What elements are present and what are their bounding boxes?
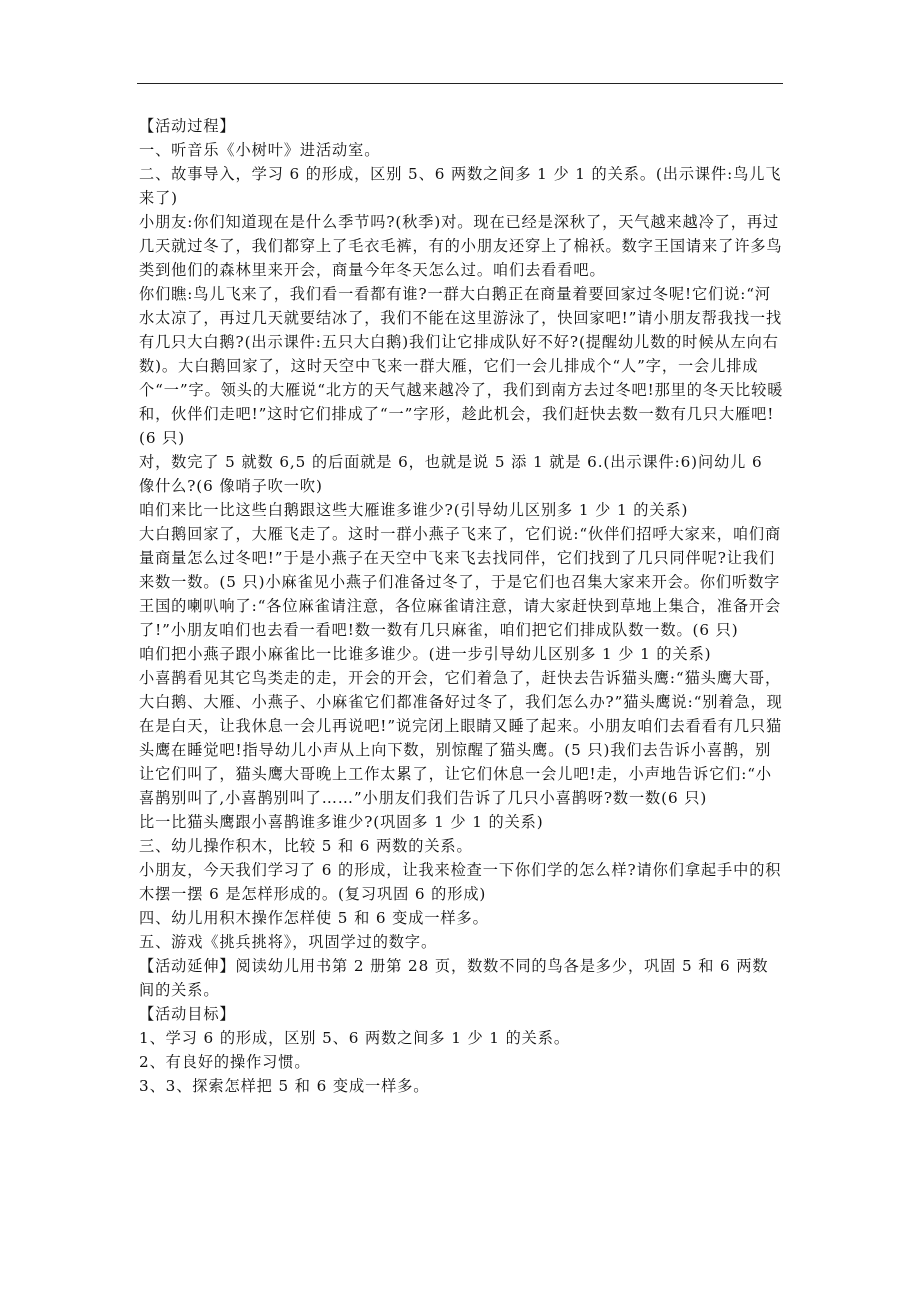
number-six-paragraph: 对，数完了 5 就数 6,5 的后面就是 6，也就是说 5 添 1 就是 6.(出示课件:6)问幼儿 6 像什么?(6 像哨子吹一吹): [139, 453, 763, 495]
step-5-paragraph: 五、游戏《挑兵挑将》，巩固学过的数字。: [139, 933, 438, 951]
story-intro-paragraph: 小朋友:你们知道现在是什么季节吗?(秋季)对。现在已经是深秋了，天气越来越冷了，再过几天就过冬了，我们都穿上了毛衣毛裤，有的小朋友还穿上了棉袄。数字王国请来了许多鸟类到他们的森林里来开会，商量今年冬天怎么过。咱们去看看吧。: [139, 213, 783, 279]
geese-and-wild-geese-paragraph: 你们瞧:鸟儿飞来了，我们看一看都有谁?一群大白鹅正在商量着要回家过冬呢!它们说:“河水太凉了，再过几天就要结冰了，我们不能在这里游泳了，快回家吧!”请小朋友帮我找一找有几只大白鹅?(出示课件:五只大白鹅)我们让它排成队好不好?(提醒幼儿数的时候从左向右数)。大白鹅回家了，这时天空中飞来一群大雁，它们一会儿排成个“人”字，一会儿排成个“一”字。领头的大雁说“北方的天气越来越冷了，我们到南方去过冬吧!那里的冬天比较暖和，伙伴们走吧!”这时它们排成了“一”字形，趁此机会，我们赶快去数一数有几只大雁吧!(6 只): [139, 285, 784, 447]
section-heading-goals: 【活动目标】: [139, 1005, 236, 1023]
compare-swallows-paragraph: 咱们把小燕子跟小麻雀比一比谁多谁少。(进一步引导幼儿区别多 1 少 1 的关系): [139, 645, 712, 663]
swallows-and-sparrows-paragraph: 大白鹅回家了，大雁飞走了。这时一群小燕子飞来了，它们说:“伙伴们招呼大家来，咱们商量商量怎么过冬吧!”于是小燕子在天空中飞来飞去找同伴，它们找到了几只同伴呢?让我们来数一数。(5 只)小麻雀见小燕子们准备过冬了，于是它们也召集大家来开会。你们听数字王国的喇叭响了:“各位麻雀请注意，各位麻雀请注意，请大家赶快到草地上集合，准备开会了!”小朋友咱们也去看一看吧!数一数有几只麻雀，咱们把它们排成队数一数。(6 只): [139, 525, 782, 639]
step-3-paragraph: 三、幼儿操作积木，比较 5 和 6 两数的关系。: [139, 837, 473, 855]
magpie-and-owl-paragraph: 小喜鹊看见其它鸟类走的走，开会的开会，它们着急了，赶快去告诉猫头鹰:“猫头鹰大哥，大白鹅、大雁、小燕子、小麻雀它们都准备好过冬了，我们怎么办?”猫头鹰说:“别着急，现在是白天，让我休息一会儿再说吧!”说完闭上眼睛又睡了起来。小朋友咱们去看看有几只猫头鹰在睡觉吧!指导幼儿小声从上向下数，别惊醒了猫头鹰。(5 只)我们去告诉小喜鹊，别让它们叫了，猫头鹰大哥晚上工作太累了，让它们休息一会儿吧!走，小声地告诉它们:“小喜鹊别叫了,小喜鹊别叫了……”小朋友们我们告诉了几只小喜鹊呀?数一数(6 只): [139, 669, 783, 807]
activity-extension-paragraph: 【活动延伸】阅读幼儿用书第 2 册第 28 页，数数不同的鸟各是多少，巩固 5 和 6 两数间的关系。: [139, 957, 769, 999]
goal-1-item: 1、学习 6 的形成，区别 5、6 两数之间多 1 少 1 的关系。: [139, 1029, 570, 1047]
document-body: [139, 114, 784, 1098]
section-heading-process: 【活动过程】: [139, 117, 236, 135]
goal-2-item: 2、有良好的操作习惯。: [139, 1053, 311, 1071]
compare-geese-paragraph: 咱们来比一比这些白鹅跟这些大雁谁多谁少?(引导幼儿区别多 1 少 1 的关系): [139, 501, 689, 519]
header-rule: [137, 83, 783, 84]
step-2-paragraph: 二、故事导入，学习 6 的形成，区别 5、6 两数之间多 1 少 1 的关系。(出示课件:鸟儿飞来了): [139, 165, 782, 207]
compare-owl-paragraph: 比一比猫头鹰跟小喜鹊谁多谁少?(巩固多 1 少 1 的关系): [139, 813, 544, 831]
goal-3-item: 3、3、探索怎样把 5 和 6 变成一样多。: [139, 1077, 430, 1095]
step-1-paragraph: 一、听音乐《小树叶》进活动室。: [139, 141, 381, 159]
step-4-paragraph: 四、幼儿用积木操作怎样使 5 和 6 变成一样多。: [139, 909, 489, 927]
blocks-review-paragraph: 小朋友，今天我们学习了 6 的形成，让我来检查一下你们学的怎么样?请你们拿起手中的积木摆一摆 6 是怎样形成的。(复习巩固 6 的形成): [139, 861, 782, 903]
